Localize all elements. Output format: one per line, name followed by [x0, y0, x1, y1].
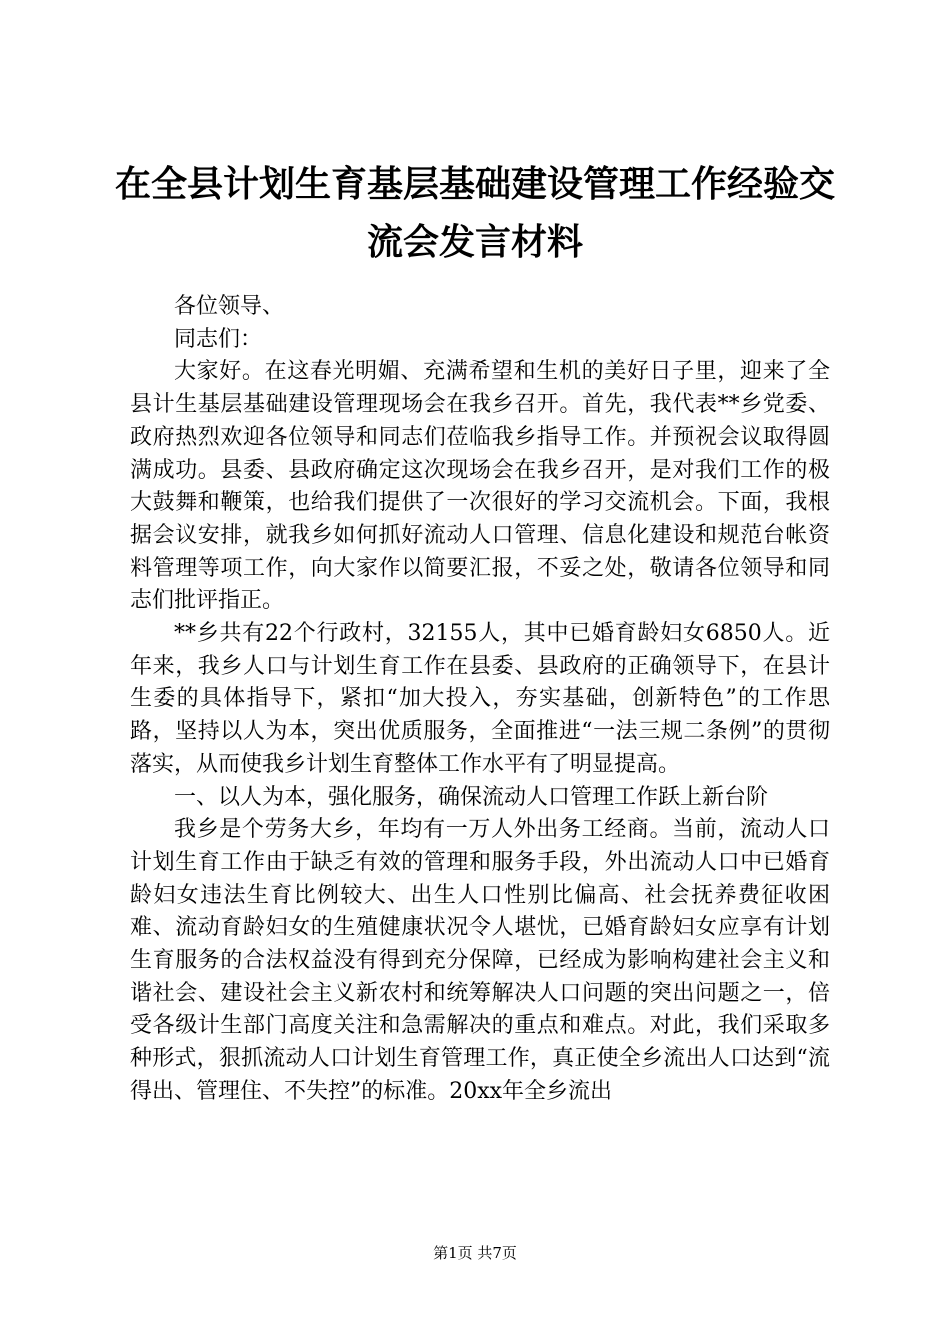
document-title-line-2: 流会发言材料	[366, 221, 583, 263]
section-heading-1: 一、以人为本，强化服务，确保流动人口管理工作跃上新台阶	[174, 784, 769, 810]
paragraph-floating-population: 我乡是个劳务大乡，年均有一万人外出务工经商。当前，流动人口计划生育工作由于缺乏有效的管理和服务手段，外出流动人口中已婚育龄妇女违法生育比例较大、出生人口性别比偏高、社会抚养费征收困难、流动育龄妇女的生殖健康状况令人堪忧，已婚育龄妇女应享有计划生育服务的合法权益没有得到充分保障，已经成为影响构建社会主义和谐社会、建设社会主义新农村和统筹解决人口问题的突出问题之一，倍受各级计生部门高度关注和急需解决的重点和难点。对此，我们采取多种形式，狠抓流动人口计划生育管理工作，真正使全乡流出人口达到“流得出、管理住、不失控”的标准。20xx年全乡流出	[130, 817, 830, 1104]
paragraph-greeting: 大家好。在这春光明媚、充满希望和生机的美好日子里，迎来了全县计生基层基础建设管理现场会在我乡召开。首先，我代表**乡党委、政府热烈欢迎各位领导和同志们莅临我乡指导工作。并预祝会议取得圆满成功。县委、县政府确定这次现场会在我乡召开，是对我们工作的极大鼓舞和鞭策，也给我们提供了一次很好的学习交流机会。下面，我根据会议安排，就我乡如何抓好流动人口管理、信息化建设和规范台帐资料管理等项工作，向大家作以简要汇报，不妥之处，敬请各位领导和同志们批评指正。	[130, 359, 830, 614]
document-title-line-1: 在全县计划生育基层基础建设管理工作经验交	[114, 163, 835, 205]
salutation-line-2: 同志们：	[174, 326, 263, 352]
document-body	[130, 291, 830, 1109]
page-number-footer: 第1页 共7页	[433, 1244, 517, 1262]
salutation-line-1: 各位领导、	[174, 294, 285, 319]
paragraph-overview: **乡共有22个行政村，32155人，其中已婚育龄妇女6850人。近年来，我乡人口与计划生育工作在县委、县政府的正确领导下，在县计生委的具体指导下，紧扣“加大投入，夯实基础，创新特色”的工作思路，坚持以人为本，突出优质服务，全面推进“一法三规二条例”的贯彻落实，从而使我乡计划生育整体工作水平有了明显提高。	[130, 621, 830, 777]
